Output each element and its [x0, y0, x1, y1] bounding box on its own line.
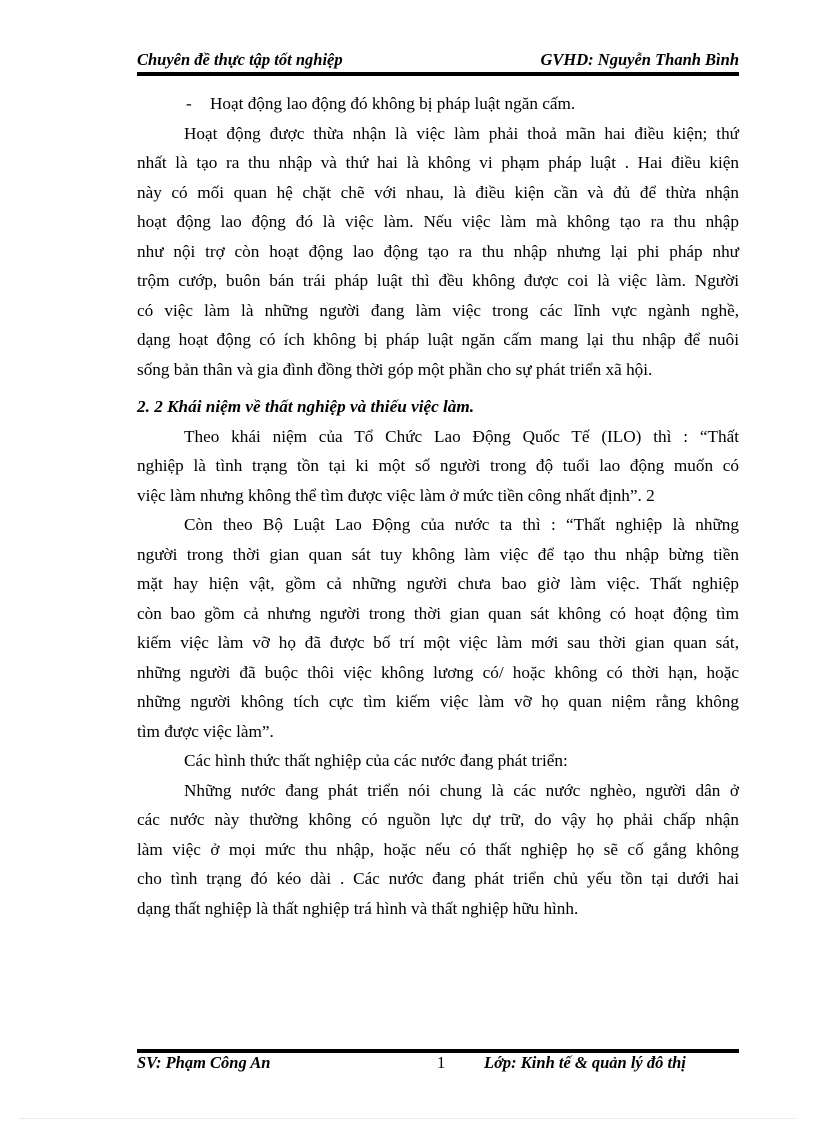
text-line: làm việc ở mọi mức thu nhập, hoặc nếu có thất nghiệp họ sẽ cố gắng không [137, 839, 739, 859]
text-line: những người đã buộc thôi việc không lương có/ hoặc không có thời hạn, hoặc [137, 662, 739, 682]
paragraph-4: Các hình thức thất nghiệp của các nước đang phát triển: [184, 751, 568, 770]
text-line: sống bản thân và gia đình đồng thời góp một phần cho sự phát triển xã hội. [137, 359, 653, 379]
paragraph-2 [137, 422, 739, 511]
page-body [137, 89, 739, 923]
footer-class: Lớp: Kinh tế & quản lý đô thị [484, 1053, 686, 1072]
header-rule [137, 72, 739, 76]
text-line: Theo khái niệm của Tổ Chức Lao Động Quốc Tế (ILO) thì : “Thất [184, 426, 739, 446]
text-line: người trong thời gian quan sát tuy không làm việc để tạo thu nhập bừng tiền [137, 544, 739, 564]
footer-student: SV: Phạm Công An [137, 1053, 271, 1072]
text-line: còn bao gồm cả nhưng người trong thời gian quan sát không có hoạt động tìm [137, 603, 739, 623]
text-line: tìm được việc làm”. [137, 721, 274, 741]
text-line: kiếm việc làm vỡ họ đã được bố trí một việc làm mới sau thời gian quan sát, [137, 633, 739, 652]
page-edge-divider [20, 1118, 796, 1119]
paragraph-3 [137, 510, 739, 746]
page-footer [137, 1053, 739, 1077]
text-line: có việc làm là những người đang làm việc trong các lĩnh vực ngành nghề, [137, 300, 739, 320]
text-line: như nội trợ còn hoạt động lao động tạo ra thu nhập nhưng lại phi pháp như [137, 241, 739, 261]
text-line: này có mối quan hệ chặt chẽ với nhau, là điều kiện cần và đủ để thừa nhận [137, 182, 739, 202]
text-line: dạng thất nghiệp là thất nghiệp trá hình và thất nghiệp hữu hình. [137, 898, 579, 918]
header-title: Chuyên đề thực tập tốt nghiệp [137, 50, 343, 69]
text-line: Còn theo Bộ Luật Lao Động của nước ta thì : “Thất nghiệp là những [184, 515, 739, 534]
page-number: 1 [437, 1053, 446, 1072]
paragraph-5 [137, 776, 739, 924]
text-line: cho tình trạng đó kéo dài . Các nước đang phát triển chủ yếu tồn tại dưới hai [137, 869, 739, 888]
text-line: Những nước đang phát triển nói chung là các nước nghèo, người dân ở [184, 780, 739, 800]
text-line: việc làm nhưng không thể tìm được việc làm ở mức tiền công nhất định”. 2 [137, 485, 655, 505]
text-line: những người không tích cực tìm kiếm việc làm vỡ họ quan niệm rằng không [137, 692, 739, 711]
text-line: các nước này thường không có nguồn lực dự trữ, do vậy họ phải chấp nhận [137, 810, 739, 829]
bullet-dash: - [186, 94, 192, 113]
bullet-text: Hoạt động lao động đó không bị pháp luật ngăn cấm. [210, 94, 576, 113]
paragraph-1 [137, 119, 739, 385]
bullet-item [137, 89, 739, 119]
text-line: mặt hay hiện vật, gồm cả những người chưa bao giờ làm việc. Thất nghiệp [137, 574, 739, 593]
text-line: nghiệp là tình trạng tồn tại ki một số người trong độ tuổi lao động muốn có [137, 456, 739, 475]
text-line: nhất là tạo ra thu nhập và thứ hai là không vi phạm pháp luật . Hai điều kiện [137, 153, 739, 172]
text-line: trộm cướp, buôn bán trái pháp luật thì đều không được coi là việc làm. Người [137, 271, 739, 290]
text-line: dạng hoạt động có ích không bị pháp luật ngăn cấm mang lại thu nhập để nuôi [137, 330, 739, 349]
section-heading: 2. 2 Khái niệm về thất nghiệp và thiếu việc làm. [137, 397, 475, 416]
text-line: Hoạt động được thừa nhận là việc làm phải thoả mãn hai điều kiện; thứ [184, 123, 739, 143]
page-header [137, 50, 739, 72]
text-line: hoạt động lao động đó là việc làm. Nếu việc làm mà không tạo ra thu nhập [137, 212, 739, 231]
header-advisor: GVHD: Nguyễn Thanh Bình [540, 50, 739, 69]
